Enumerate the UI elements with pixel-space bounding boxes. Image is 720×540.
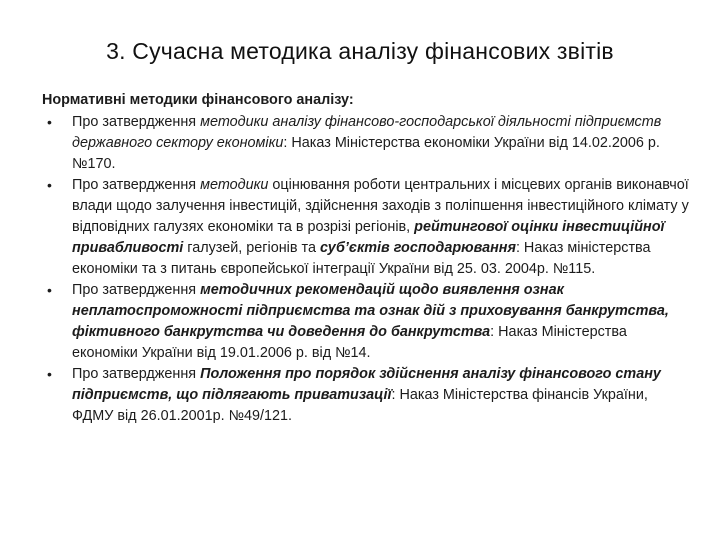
regulation-list: [42, 112, 692, 427]
item-emphasis: методики: [200, 177, 269, 193]
item-strong-emphasis: рейтингової оцінки інвестиційної привабливості: [72, 219, 665, 256]
item-text: Про затвердження: [72, 282, 201, 298]
item-text: Про затвердження: [72, 114, 201, 130]
item-text: : Наказ Міністерства економіки України від 19.01.2006 р. від №14.: [72, 324, 627, 361]
list-item: [42, 364, 692, 427]
item-strong-emphasis: методичних рекомендацій щодо виявлення ознак неплатоспроможності підприємства та ознак дій з приховування банкрутства, фіктивного банкрутства чи доведення до банкрутства: [72, 282, 669, 340]
item-text: : Наказ Міністерства економіки України від 14.02.2006 р. №170.: [72, 135, 660, 172]
bullet-icon: •: [47, 177, 52, 193]
subheading: Нормативні методики фінансового аналізу:: [42, 92, 354, 108]
list-item: [42, 112, 692, 175]
list-item: [42, 175, 692, 280]
bullet-icon: •: [47, 282, 52, 298]
item-strong-emphasis: Положення про порядок здійснення аналізу фінансового стану підприємств, що підлягають приватизації: [72, 366, 661, 403]
slide-title: 3. Сучасна методика аналізу фінансових звітів: [106, 38, 614, 64]
list-item: [42, 280, 692, 364]
item-text: Про затвердження: [72, 177, 201, 193]
slide-content: [42, 90, 692, 427]
item-text: галузей, регіонів та: [183, 240, 320, 256]
item-text: : Наказ міністерства економіки та з питань європейської інтеграції України від 25. 03. 2004р. №115.: [72, 240, 651, 277]
bullet-icon: •: [47, 366, 52, 382]
bullet-icon: •: [47, 114, 52, 130]
item-text: : Наказ Міністерства фінансів України, ФДМУ від 26.01.2001р. №49/121.: [72, 387, 648, 424]
item-emphasis: методики аналізу фінансово-господарської діяльності підприємств державного сектору економіки: [72, 114, 662, 151]
item-strong-emphasis: суб’єктів господарювання: [319, 240, 516, 256]
item-text: Про затвердження: [72, 366, 201, 382]
item-text: оцінювання роботи центральних і місцевих органів виконавчої влади щодо залучення інвестицій, здійснення заходів з поліпшення інвестиційного клімату у відповідних галузях економіки та в розрізі регіонів,: [72, 177, 689, 235]
